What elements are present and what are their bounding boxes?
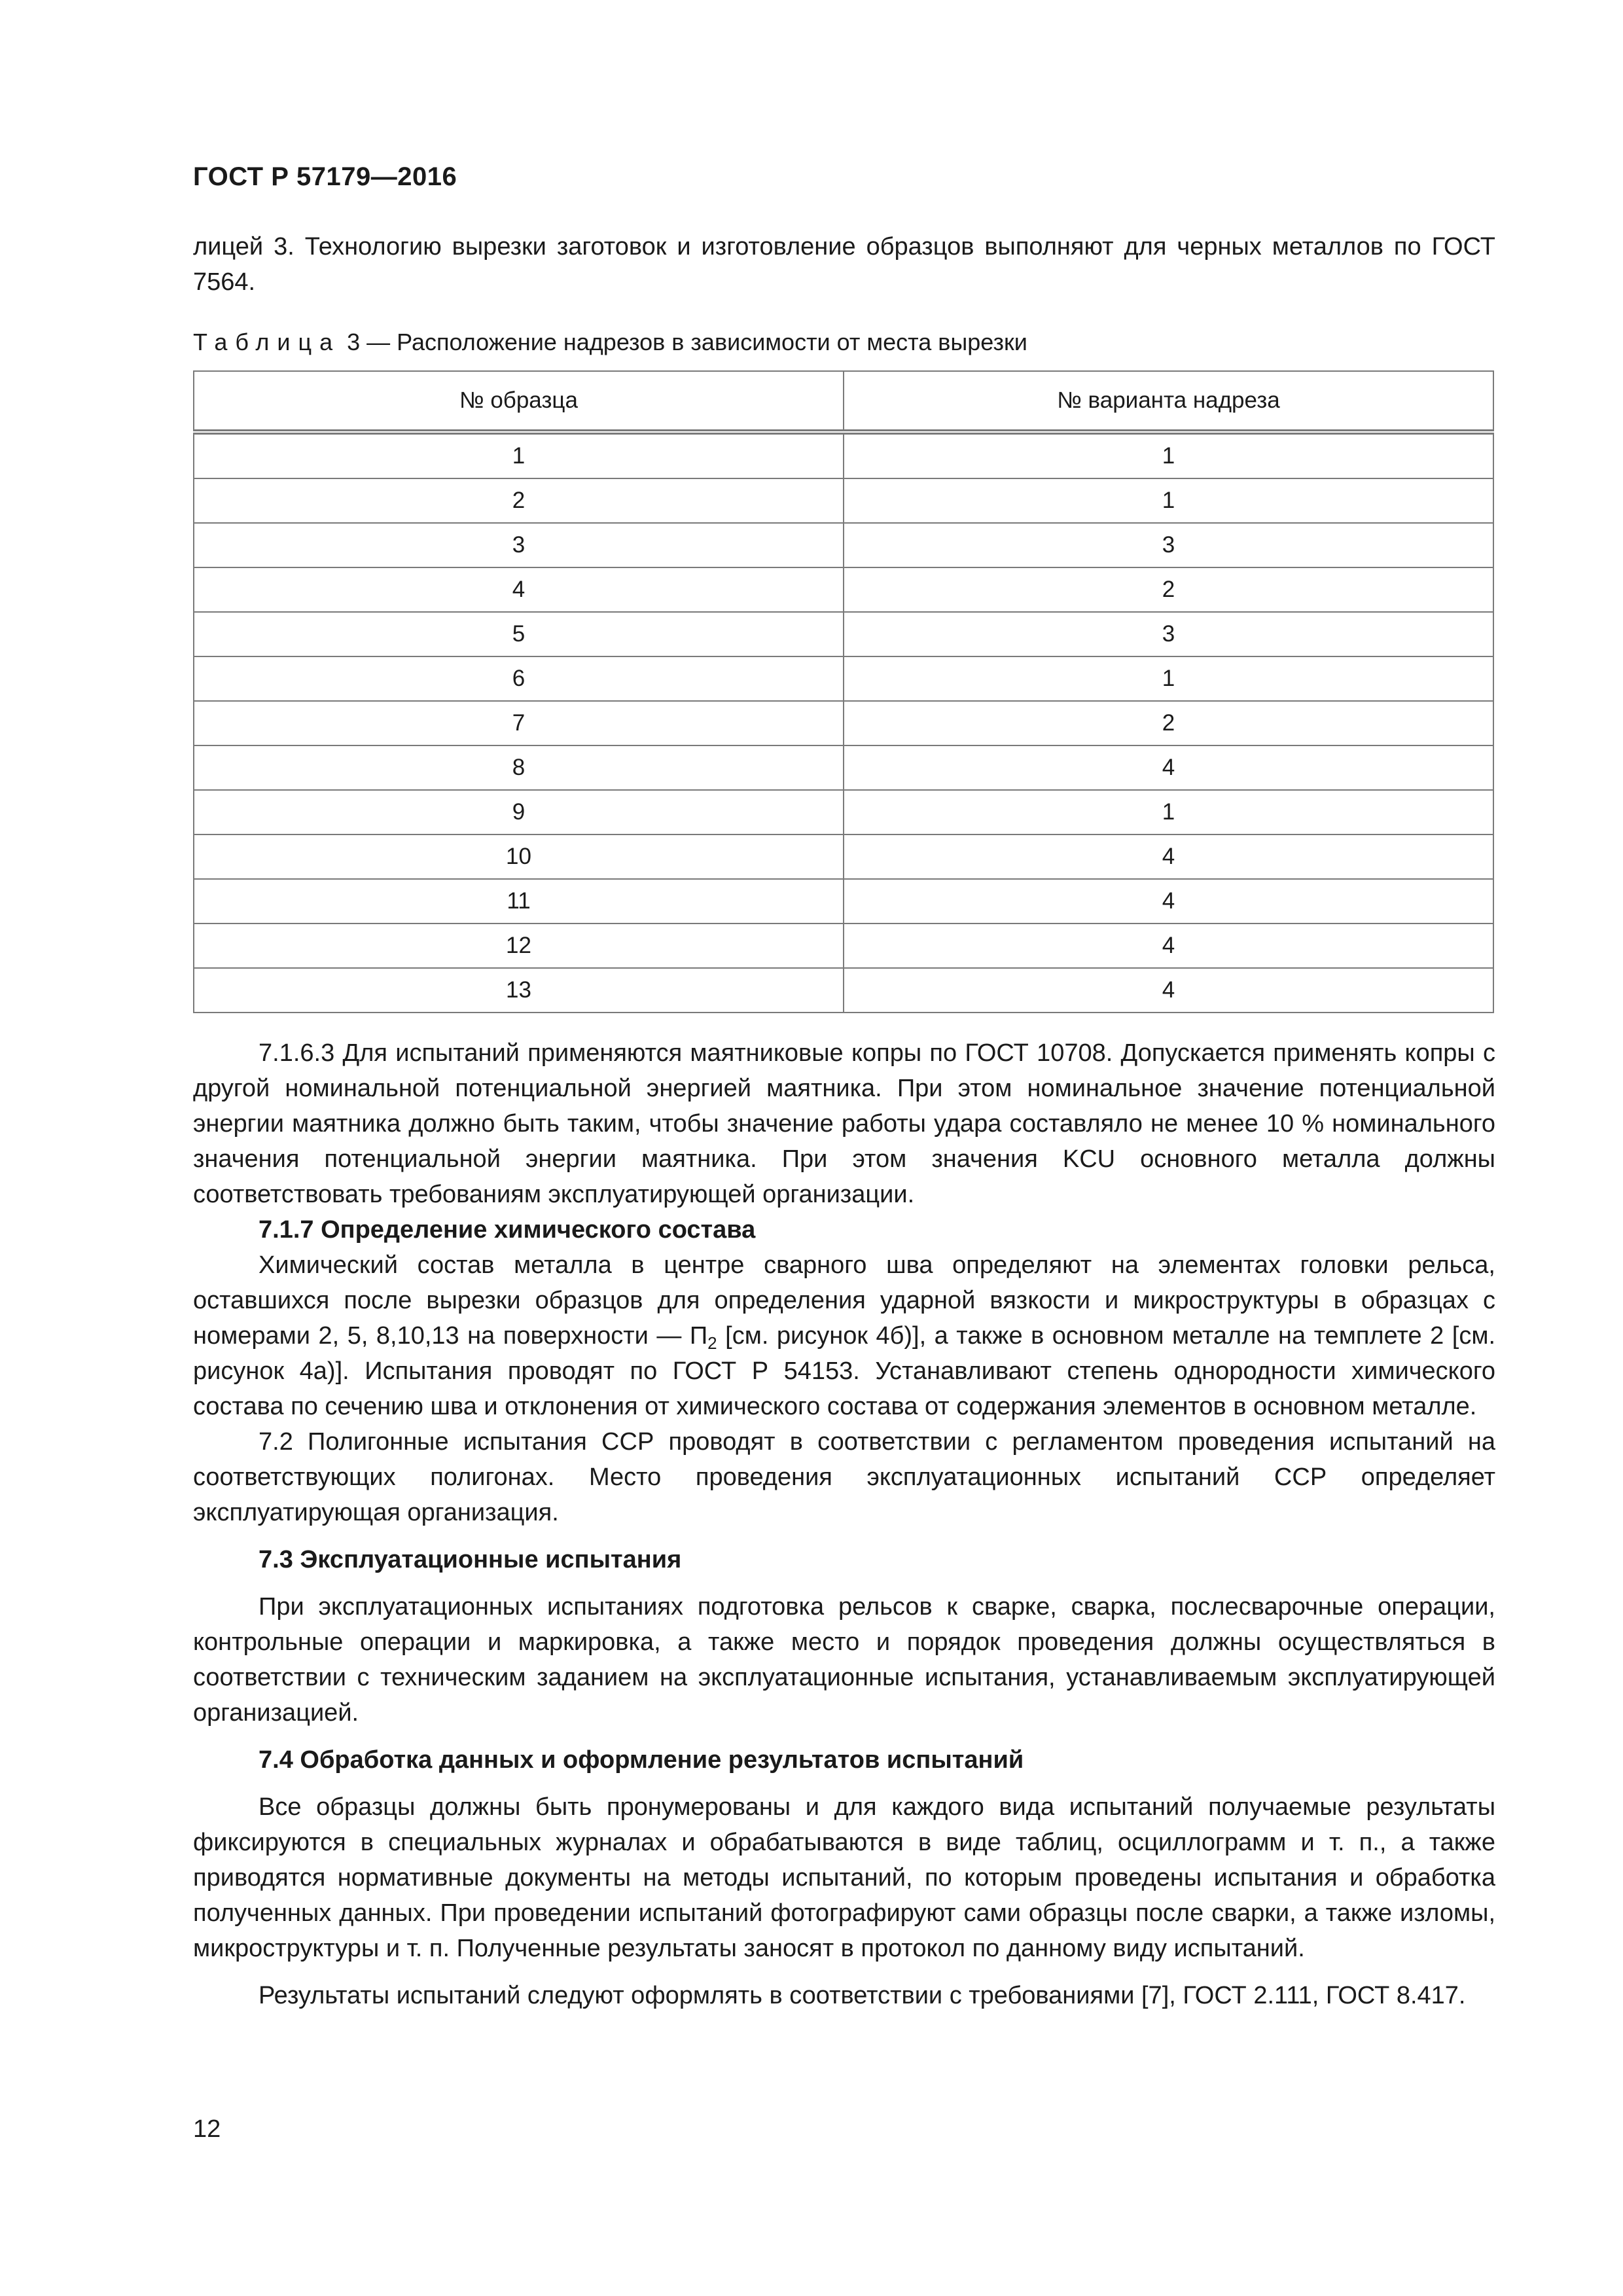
table-row	[194, 567, 1493, 612]
notch-variant-cell: 2	[844, 567, 1493, 612]
paragraph-7-1-6-3: 7.1.6.3 Для испытаний применяются маятниковые копры по ГОСТ 10708. Допускается применять копры с другой номинальной потенциальной энергией маятника. При этом номинальное значение потенциальной энергии маятника должно быть таким, чтобы значение работы удара составляло не менее 10 % номинального значения потенциальной энергии маятника. При этом значения KCU основного металла должны соответствовать требованиям эксплуатирующей организации.	[193, 1039, 1495, 1208]
notch-variant-cell: 4	[844, 924, 1493, 968]
heading-7-4: 7.4 Обработка данных и оформление результатов испытаний	[259, 1746, 1024, 1774]
notch-variant-cell: 1	[844, 790, 1493, 834]
notch-variant-cell: 4	[844, 968, 1493, 1013]
table-row	[194, 701, 1493, 745]
notch-variant-cell: 1	[844, 432, 1493, 478]
body-text	[193, 1035, 1495, 2013]
notch-variant-cell: 4	[844, 745, 1493, 790]
sample-number-cell: 1	[194, 432, 844, 478]
sample-number-cell: 11	[194, 879, 844, 924]
paragraph-7-4-b: Результаты испытаний следуют оформлять в соответствии с требованиями [7], ГОСТ 2.111, ГОСТ 8.417.	[259, 1982, 1466, 2009]
notch-variant-cell: 1	[844, 656, 1493, 701]
table-row	[194, 834, 1493, 879]
paragraph-7-4-a: Все образцы должны быть пронумерованы и для каждого вида испытаний получаемые результаты фиксируются в специальных журналах и обрабатываются в виде таблиц, осциллограмм и т. п., а также приводятся нормативные документы на методы испытаний, по которым проведены испытания и обработка полученных данных. При проведении испытаний фотографируют сами образцы после сварки, а также изломы, микроструктуры и т. п. Полученные результаты заносят в протокол по данному виду испытаний.	[193, 1793, 1495, 1962]
sample-number-cell: 5	[194, 612, 844, 656]
sample-number-cell: 3	[194, 523, 844, 567]
sample-number-cell: 4	[194, 567, 844, 612]
paragraph-7-2: 7.2 Полигонные испытания ССР проводят в соответствии с регламентом проведения испытаний на соответствующих полигонах. Место проведения эксплуатационных испытаний ССР определяет эксплуатирующая организация.	[193, 1428, 1495, 1526]
notch-variant-cell: 4	[844, 879, 1493, 924]
notch-variant-cell: 3	[844, 612, 1493, 656]
notch-variant-cell: 1	[844, 478, 1493, 523]
document-header: ГОСТ Р 57179—2016	[193, 162, 457, 191]
paragraph-7-1-7-part-b: [см. рисунок 4б)], а также в основном металле на темплете 2 [см. рисунок 4а)]. Испытания проводят по ГОСТ Р 54153. Устанавливают степень однородности химического состава по сечению шва и отклонения от химического состава от содержания элементов в основном металле.	[193, 1322, 1496, 1420]
table-row	[194, 879, 1493, 924]
table-row	[194, 656, 1493, 701]
paragraph-7-1-7	[193, 1247, 1495, 1424]
heading-7-3: 7.3 Эксплуатационные испытания	[259, 1546, 682, 1573]
notch-location-table	[193, 370, 1494, 1013]
sample-number-cell: 9	[194, 790, 844, 834]
paragraph-7-1-7-part-a: Химический состав металла в центре сварного шва определяют на элементах головки рельса, оставшихся после вырезки образцов для определения ударной вязкости и микроструктуры в образцах с номерами 2, 5, 8,10,13 на поверхности — П	[193, 1251, 1495, 1350]
paragraph-7-3: При эксплуатационных испытаниях подготовка рельсов к сварке, сварка, послесварочные операции, контрольные операции и маркировка, а также место и порядок проведения должны осуществляться в соответствии с техническим заданием на эксплуатационные испытания, устанавливаемым эксплуатирующей организацией.	[193, 1593, 1495, 1727]
sample-number-cell: 8	[194, 745, 844, 790]
sample-number-cell: 13	[194, 968, 844, 1013]
sample-number-cell: 10	[194, 834, 844, 879]
sample-number-cell: 7	[194, 701, 844, 745]
column-header-notch-variant: № варианта надреза	[844, 371, 1493, 432]
table-caption-text: 3 — Расположение надрезов в зависимости от места вырезки	[340, 329, 1027, 355]
table-row	[194, 612, 1493, 656]
table-row	[194, 432, 1493, 478]
table-row	[194, 790, 1493, 834]
column-header-sample-number: № образца	[194, 371, 844, 432]
table-row	[194, 924, 1493, 968]
table-caption-word: Таблица	[193, 329, 341, 355]
sample-number-cell: 6	[194, 656, 844, 701]
intro-paragraph: лицей 3. Технологию вырезки заготовок и изготовление образцов выполняют для черных металлов по ГОСТ 7564.	[193, 233, 1495, 296]
sample-number-cell: 12	[194, 924, 844, 968]
table-row	[194, 523, 1493, 567]
sample-number-cell: 2	[194, 478, 844, 523]
page-number: 12	[193, 2115, 221, 2143]
notch-variant-cell: 3	[844, 523, 1493, 567]
table-row	[194, 478, 1493, 523]
subscript-index: 2	[707, 1333, 717, 1353]
notch-variant-cell: 2	[844, 701, 1493, 745]
table-row	[194, 968, 1493, 1013]
table-header-row	[194, 371, 1493, 432]
table-row	[194, 745, 1493, 790]
table-caption	[193, 327, 1027, 357]
heading-7-1-7: 7.1.7 Определение химического состава	[259, 1216, 756, 1244]
notch-variant-cell: 4	[844, 834, 1493, 879]
